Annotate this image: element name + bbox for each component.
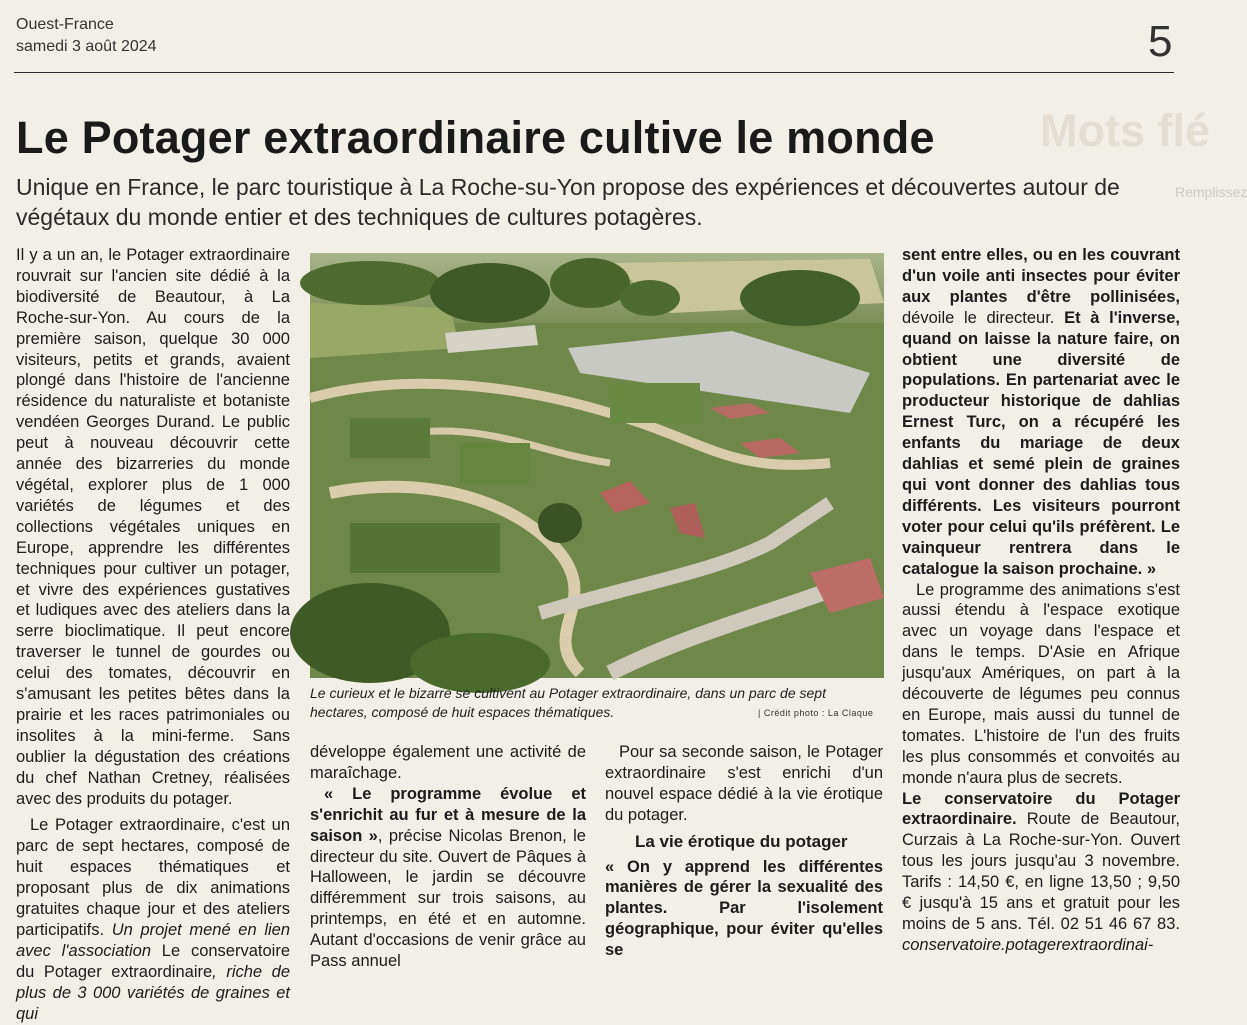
info-box-text: Route de Beautour, Curzais à La Roche-sur-Yon. Ouvert tous les jours jusqu'au 3 novembre. Tarifs : 14,50 €, en ligne 13,50 ; 9,50 € jusqu'à 15 ans et gratuit pour les moins de 5 ans. Tél. 02 51 46 67 83. [902,810,1180,933]
publication-date: samedi 3 août 2024 [16,38,157,55]
page-number: 5 [1148,17,1173,66]
col1-paragraph-1: Il y a un an, le Potager extraordinaire rouvrait sur l'ancien site dédié à la biodiversité de Beautour, à La Roche-sur-Yon. Au cours de la première saison, quelque 30 000 visiteurs, petits et grands, avaient plongé dans l'histoire de l'ancienne résidence du naturaliste et botaniste vendéen Georges Durand. Le public peut à nouveau découvrir cette année des bizarreries du monde végétal, explorer plus de 1 000 variétés de légumes et des collections végétales uniques en Europe, apprendre les différentes techniques pour cultiver un potager, et vivre des expériences gustatives et ludiques avec des ateliers dans la serre bioclimatique. Il peut encore traverser le tunnel de gourdes ou celui des tomates, découvrir en s'amusant les petites bêtes dans la prairie et les races patrimoniales ou insolites à la mini-ferme. Sans oublier la dégustation des créations du chef Nathan Cretney, réalisées avec des produits du potager. [16,246,290,808]
info-box-url: conservatoire.potagerextraordinai- [902,935,1154,954]
col3-paragraph-1: Pour sa seconde saison, le Potager extraordinaire s'est enrichi d'un nouvel espace dédié à la vie érotique du potager. [605,743,883,824]
info-box-title: Le conservatoire du Potager extraordinaire. [902,789,1180,829]
garden-aerial-photo [310,253,884,678]
col1-p2-italic: Un projet mené en lien avec l'association [16,921,291,960]
header-rule [14,72,1174,73]
col4-quote-start: sent entre elles, ou en les couvrant d'un voile anti insectes pour éviter aux plantes d'être pollinisées, [902,246,1180,306]
newspaper-name: Ouest-France [16,16,114,33]
col4-paragraph-1 [902,245,1180,580]
col1-paragraph-2 [16,815,290,1024]
photo-credit: | Crédit photo : La Claque [758,708,874,718]
col2-paragraph-1: développe également une activité de maraîchage. [310,743,586,782]
col4-paragraph-2: Le programme des animations s'est aussi étendu à l'espace exotique avec un voyage dans l'espace et dans le temps. D'Asie en Afrique jusqu'aux Amériques, on part à la découverte de légumes peu connus en Europe, mais aussi du tunnel de tomates. L'histoire de l'un des fruits les plus consommés et convoités au monde n'aura plus de secrets. [902,580,1180,787]
article-column-2 [310,742,586,972]
col4-quote-end: Et à l'inverse, quand on laisse la nature faire, on obtient une diversité de populations. En partenariat avec le producteur historique de dahlias Ernest Turc, on a récupéré les enfants du mariage de deux dahlias et semé plein de graines qui vont donner des dahlias tous différents. Les visiteurs pourront voter pour celui qu'ils préfèrent. Le vainqueur rentrera dans le catalogue la saison prochaine. » [902,308,1180,578]
col1-p2-italic-end: , riche de plus de 3 000 variétés de graines et qui [16,962,291,1023]
article-deck: Unique en France, le parc touristique à La Roche-su-Yon propose des expériences et découvertes autour de végétaux du monde entier et des techniques de cultures potagères. [16,174,1120,230]
neighbor-headline-fragment: Mots flé [1040,105,1211,156]
photo-caption: Le curieux et le bizarre se cultivent au Potager extraordinaire, dans un parc de sept hectares, composé de huit espaces thématiques. [310,685,826,720]
col1-p2-text: Le Potager extraordinaire, c'est un parc de sept hectares, composé de huit espaces thématiques et proposant plus de dix animations gratuites chaque jour et des ateliers participatifs. [16,816,290,939]
article-column-4 [902,245,1180,956]
article-headline: Le Potager extraordinaire cultive le monde [16,112,935,163]
article-column-3 [605,742,883,961]
col4-attribution: dévoile le directeur. [902,308,1065,327]
col3-quote: « On y apprend les différentes manières de gérer la sexualité des plantes. Par l'isolement géographique, pour éviter qu'elles se [605,857,883,960]
col3-subheading: La vie érotique du potager [635,831,848,851]
col2-p2-text: , précise Nicolas Brenon, le directeur du site. Ouvert de Pâques à Halloween, le jardin se découvre différemment sur trois saisons, au printemps, en été et en automne. Autant d'occasions de venir grâce au Pass annuel [310,826,586,971]
neighbor-text-fragment: Remplissez [1175,184,1247,200]
col2-paragraph-2 [310,784,586,972]
info-box [902,789,1180,956]
col1-p2-assoc-name: Le conservatoire du Potager extraordinaire [16,941,290,981]
article-column-1 [16,245,290,1025]
director-quote: « Le programme évolue et s'enrichit au fur et à mesure de la saison » [310,784,586,845]
